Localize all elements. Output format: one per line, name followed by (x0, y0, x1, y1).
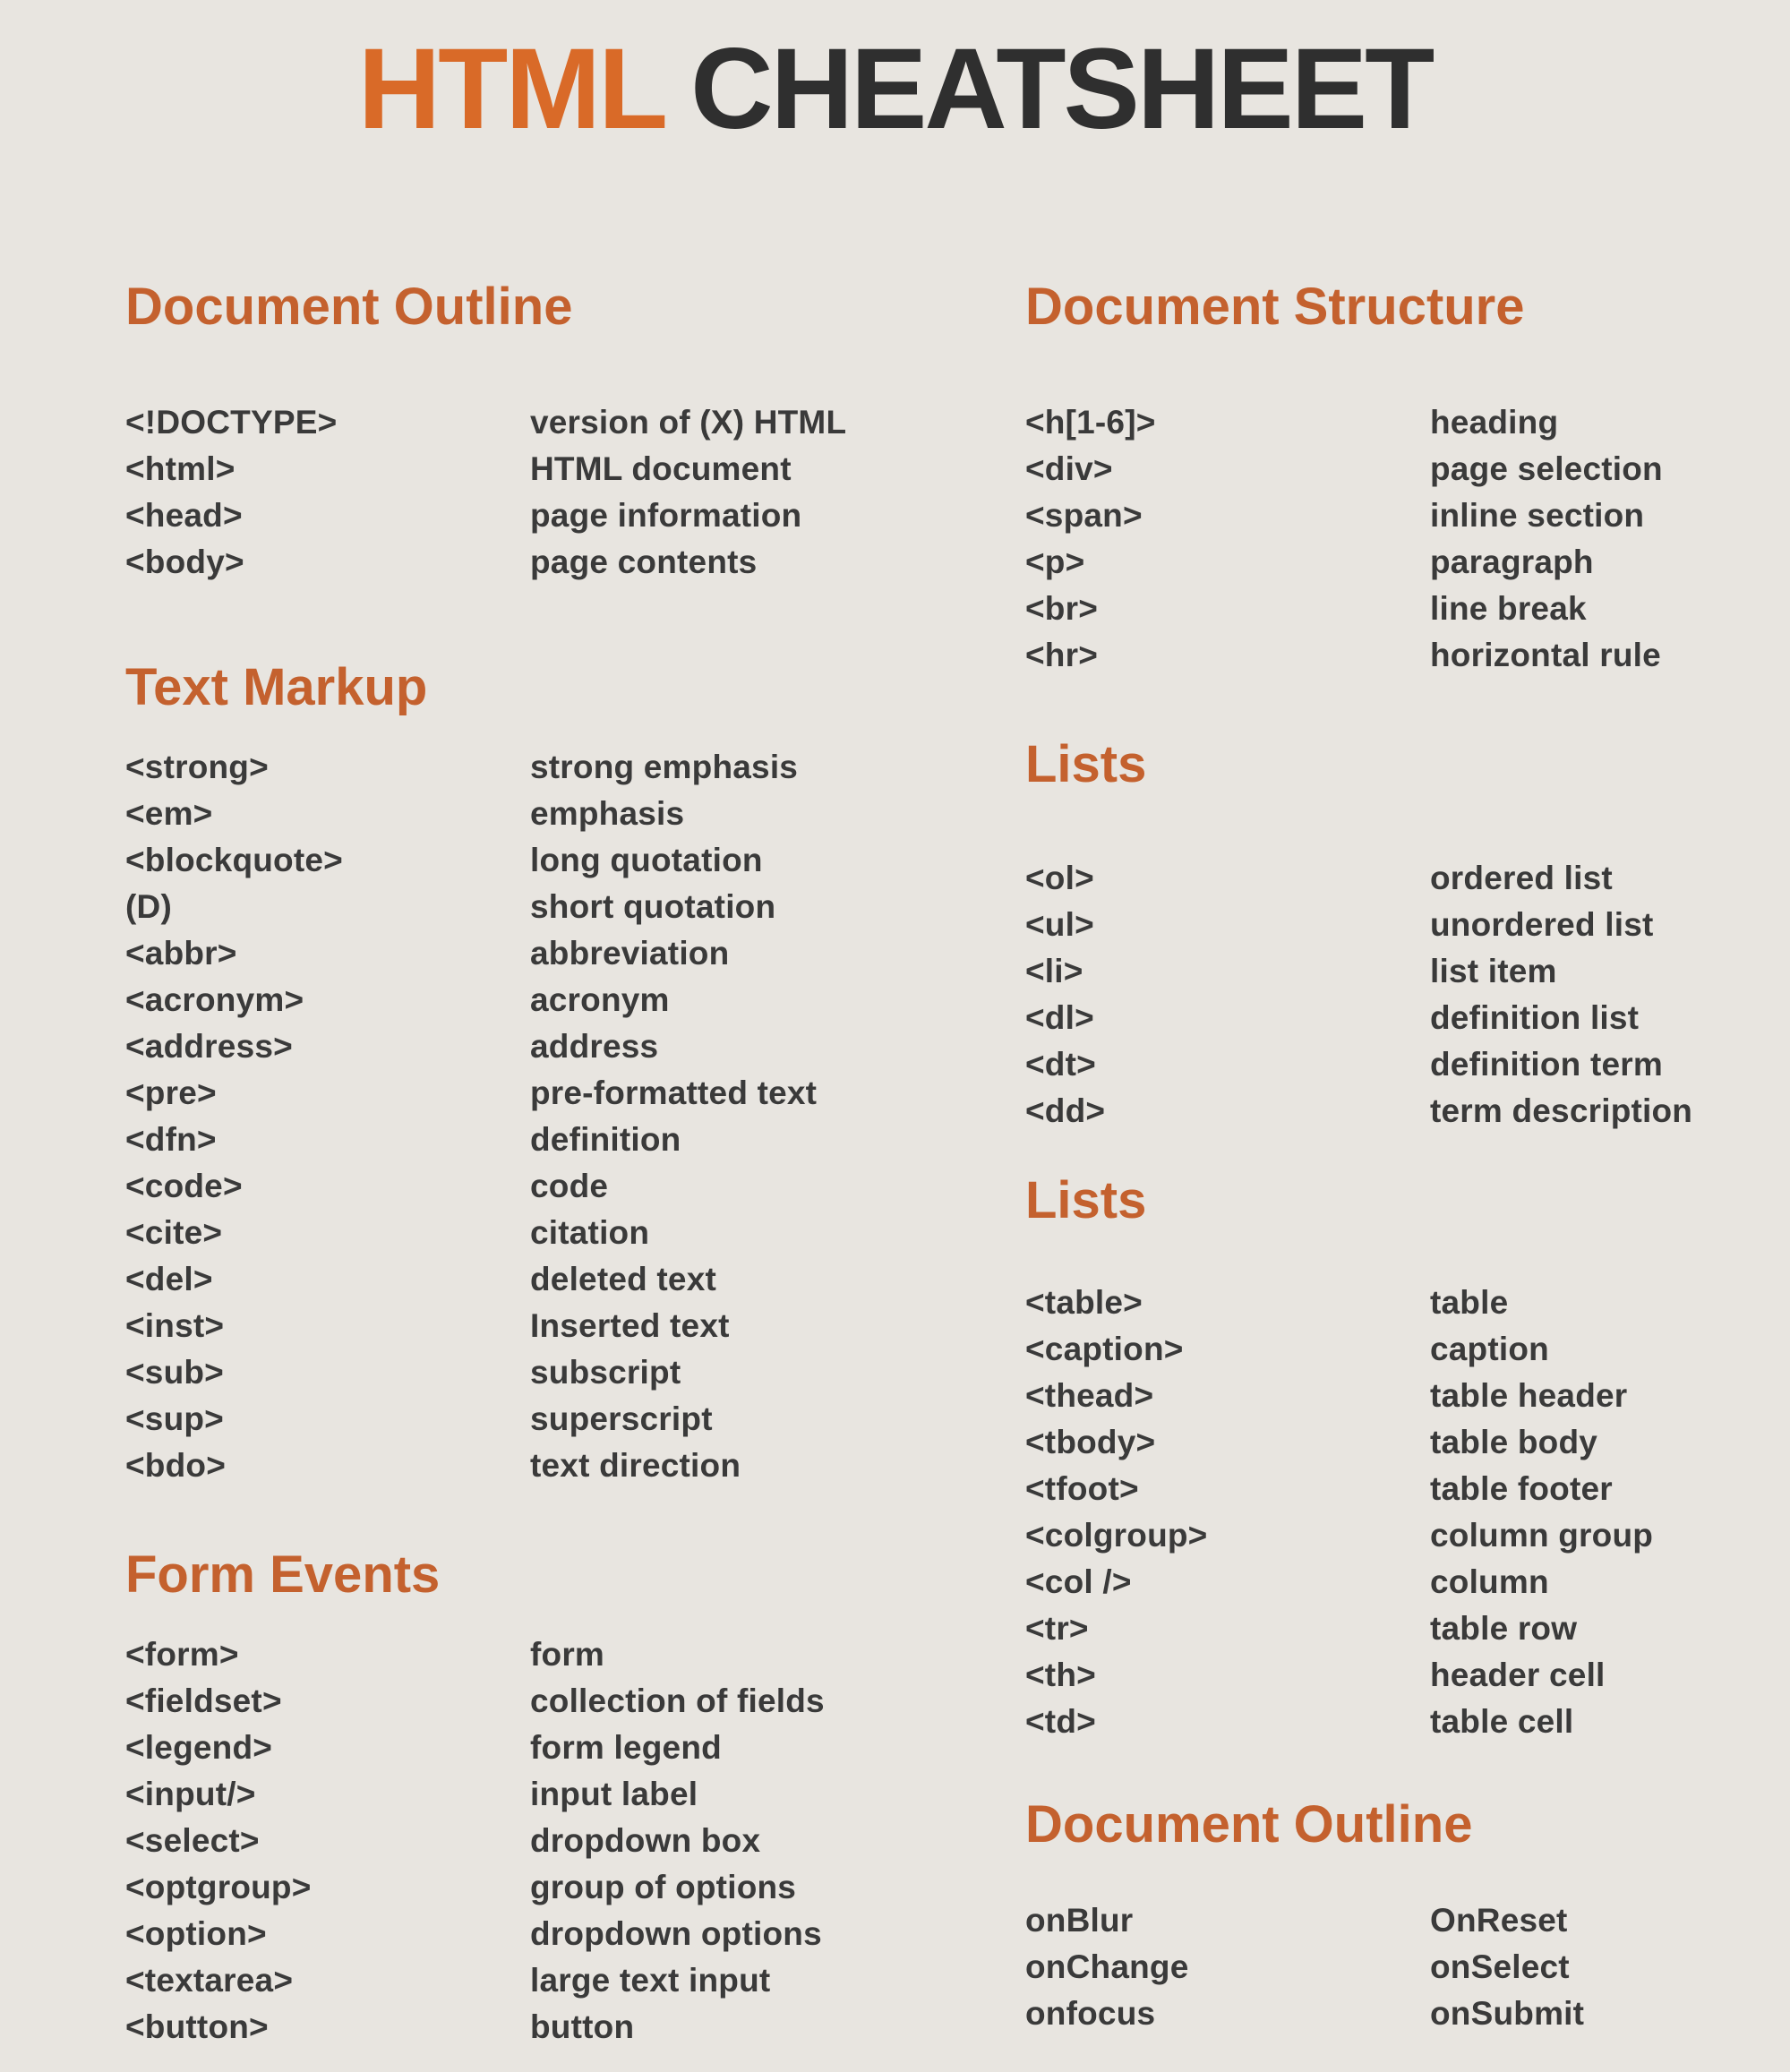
tag-description: dropdown box (530, 1822, 761, 1859)
tag-label: <select> (125, 1822, 260, 1859)
column-left (125, 277, 1025, 2051)
section-lists (1025, 1170, 1763, 1745)
tag-description: HTML document (530, 450, 792, 487)
definition-row (1025, 1088, 1763, 1134)
tag-label: <ul> (1025, 906, 1094, 943)
section-document-structure (1025, 277, 1763, 679)
section-rows (1025, 1280, 1763, 1745)
definition-row (125, 1349, 1025, 1396)
tag-description: line break (1430, 590, 1587, 627)
section-heading: Document Outline (125, 278, 573, 336)
definition-row (125, 744, 1025, 791)
tag-label: <inst> (125, 1307, 225, 1344)
tag-label: <abbr> (125, 935, 237, 972)
section-lists (1025, 734, 1763, 1134)
tag-description: column group (1430, 1517, 1654, 1554)
definition-row (125, 977, 1025, 1023)
tag-description: input label (530, 1776, 698, 1812)
tag-label: <colgroup> (1025, 1517, 1208, 1554)
definition-row (1025, 1326, 1763, 1373)
tag-description: table (1430, 1284, 1509, 1321)
tag-label: <del> (125, 1261, 213, 1297)
tag-label: <li> (1025, 953, 1083, 989)
definition-row (125, 446, 1025, 492)
tag-description: address (530, 1028, 659, 1065)
section-heading: Form Events (125, 1545, 441, 1604)
tag-description: emphasis (530, 795, 685, 832)
tag-label: <table> (1025, 1284, 1143, 1321)
tag-description: ordered list (1430, 860, 1613, 896)
definition-row (125, 1163, 1025, 1210)
definition-row (1025, 586, 1763, 632)
tag-label: (D) (125, 888, 172, 925)
definition-row (125, 837, 1025, 884)
tag-description: form (530, 1636, 605, 1673)
tag-description: collection of fields (530, 1682, 825, 1719)
tag-description: group of options (530, 1869, 797, 1905)
tag-label: <html> (125, 450, 236, 487)
tag-description: subscript (530, 1354, 681, 1391)
tag-label: <sup> (125, 1400, 224, 1437)
tag-label: <acronym> (125, 981, 304, 1018)
tag-description: definition term (1430, 1046, 1663, 1083)
tag-label: <thead> (1025, 1377, 1154, 1414)
definition-row (1025, 1559, 1763, 1605)
tag-label: <body> (125, 544, 244, 580)
section-rows (1025, 1897, 1763, 2037)
definition-row (125, 1911, 1025, 1957)
tag-description: dropdown options (530, 1915, 822, 1952)
tag-description: paragraph (1430, 544, 1594, 580)
tag-label: <em> (125, 795, 213, 832)
tag-label: <!DOCTYPE> (125, 404, 338, 441)
tag-label: <head> (125, 497, 243, 534)
section-heading: Text Markup (125, 658, 428, 716)
definition-row (125, 930, 1025, 977)
section-rows (1025, 399, 1763, 679)
definition-row (1025, 948, 1763, 995)
section-rows (125, 399, 1025, 586)
definition-row (1025, 1419, 1763, 1466)
event-row (1025, 1897, 1763, 1944)
definition-row (125, 1070, 1025, 1117)
definition-row (125, 1678, 1025, 1725)
definition-row (125, 1023, 1025, 1070)
event-name: OnReset (1430, 1902, 1568, 1939)
tag-label: <tfoot> (1025, 1470, 1139, 1507)
event-row (1025, 1944, 1763, 1991)
tag-description: pre-formatted text (530, 1075, 818, 1111)
tag-description: long quotation (530, 842, 763, 878)
tag-description: unordered list (1430, 906, 1654, 943)
tag-description: citation (530, 1214, 650, 1251)
tag-description: definition (530, 1121, 681, 1158)
tag-description: page contents (530, 544, 758, 580)
tag-label: <form> (125, 1636, 239, 1673)
tag-label: <blockquote> (125, 842, 343, 878)
tag-label: <h[1-6]> (1025, 404, 1156, 441)
tag-label: <ol> (1025, 860, 1094, 896)
tag-description: superscript (530, 1400, 713, 1437)
definition-row (125, 1631, 1025, 1678)
definition-row (1025, 632, 1763, 679)
tag-description: page information (530, 497, 802, 534)
definition-row (125, 492, 1025, 539)
tag-description: horizontal rule (1430, 637, 1661, 673)
tag-label: <div> (1025, 450, 1113, 487)
tag-description: definition list (1430, 999, 1640, 1036)
tag-description: strong emphasis (530, 749, 799, 785)
definition-row (125, 539, 1025, 586)
tag-label: <cite> (125, 1214, 223, 1251)
tag-description: caption (1430, 1331, 1549, 1367)
definition-row (1025, 1041, 1763, 1088)
tag-label: <dt> (1025, 1046, 1096, 1083)
tag-description: header cell (1430, 1657, 1606, 1693)
tag-label: <strong> (125, 749, 269, 785)
tag-description: form legend (530, 1729, 722, 1766)
section-heading: Document Outline (1025, 1795, 1473, 1854)
tag-description: table header (1430, 1377, 1628, 1414)
tag-description: column (1430, 1563, 1549, 1600)
definition-row (1025, 1652, 1763, 1699)
tag-label: <dfn> (125, 1121, 217, 1158)
columns (0, 277, 1790, 2051)
tag-description: inline section (1430, 497, 1645, 534)
tag-label: <hr> (1025, 637, 1099, 673)
event-name: onBlur (1025, 1902, 1134, 1939)
tag-label: <tr> (1025, 1610, 1089, 1647)
section-form-events (125, 1545, 1025, 2051)
definition-row (125, 1443, 1025, 1489)
definition-row (1025, 1373, 1763, 1419)
tag-description: list item (1430, 953, 1557, 989)
definition-row (1025, 1280, 1763, 1326)
definition-row (125, 884, 1025, 930)
tag-description: text direction (530, 1447, 741, 1484)
event-name: onSelect (1430, 1948, 1570, 1985)
definition-row (125, 2004, 1025, 2051)
section-document-outline (1025, 1794, 1763, 2037)
page-title-rest: CHEATSHEET (690, 25, 1433, 153)
tag-description: large text input (530, 1962, 771, 1999)
section-heading: Document Structure (1025, 278, 1525, 336)
tag-label: <button> (125, 2008, 269, 2045)
tag-description: table body (1430, 1424, 1598, 1460)
tag-label: <textarea> (125, 1962, 294, 1999)
tag-description: page selection (1430, 450, 1663, 487)
definition-row (125, 1771, 1025, 1818)
tag-label: <address> (125, 1028, 293, 1065)
tag-description: short quotation (530, 888, 776, 925)
definition-row (125, 1957, 1025, 2004)
definition-row (125, 399, 1025, 446)
tag-description: Inserted text (530, 1307, 730, 1344)
tag-label: <p> (1025, 544, 1085, 580)
tag-description: table footer (1430, 1470, 1613, 1507)
tag-label: <input/> (125, 1776, 256, 1812)
tag-description: button (530, 2008, 635, 2045)
section-rows (125, 1631, 1025, 2051)
definition-row (125, 1818, 1025, 1864)
event-name: onSubmit (1430, 1995, 1585, 2032)
definition-row (1025, 1466, 1763, 1512)
tag-description: term description (1430, 1092, 1693, 1129)
definition-row (125, 1396, 1025, 1443)
section-text-markup (125, 657, 1025, 1489)
definition-row (1025, 492, 1763, 539)
page-title (0, 0, 1790, 153)
tag-label: <span> (1025, 497, 1143, 534)
tag-label: <bdo> (125, 1447, 227, 1484)
tag-label: <col /> (1025, 1563, 1132, 1600)
tag-label: <th> (1025, 1657, 1096, 1693)
tag-description: abbreviation (530, 935, 730, 972)
column-right (1025, 277, 1763, 2051)
definition-row (125, 1210, 1025, 1256)
definition-row (1025, 855, 1763, 902)
tag-label: <br> (1025, 590, 1099, 627)
tag-label: <pre> (125, 1075, 217, 1111)
section-rows (1025, 855, 1763, 1134)
tag-description: code (530, 1168, 609, 1204)
definition-row (125, 1303, 1025, 1349)
definition-row (1025, 446, 1763, 492)
page-title-accent: HTML (357, 25, 666, 153)
definition-row (1025, 1605, 1763, 1652)
tag-label: <option> (125, 1915, 267, 1952)
definition-row (125, 1256, 1025, 1303)
section-document-outline (125, 277, 1025, 586)
definition-row (1025, 1512, 1763, 1559)
event-name: onfocus (1025, 1995, 1156, 2032)
definition-row (1025, 902, 1763, 948)
tag-label: <optgroup> (125, 1869, 312, 1905)
definition-row (1025, 539, 1763, 586)
section-rows (125, 744, 1025, 1489)
definition-row (1025, 399, 1763, 446)
definition-row (125, 791, 1025, 837)
tag-description: table cell (1430, 1703, 1574, 1740)
section-heading: Lists (1025, 735, 1147, 793)
tag-label: <dl> (1025, 999, 1094, 1036)
tag-label: <sub> (125, 1354, 224, 1391)
event-row (1025, 1991, 1763, 2037)
section-heading: Lists (1025, 1171, 1147, 1229)
tag-label: <caption> (1025, 1331, 1184, 1367)
tag-label: <tbody> (1025, 1424, 1156, 1460)
definition-row (1025, 1699, 1763, 1745)
definition-row (1025, 995, 1763, 1041)
tag-description: acronym (530, 981, 670, 1018)
event-name: onChange (1025, 1948, 1189, 1985)
tag-description: table row (1430, 1610, 1578, 1647)
tag-label: <td> (1025, 1703, 1096, 1740)
tag-description: deleted text (530, 1261, 717, 1297)
tag-label: <dd> (1025, 1092, 1106, 1129)
definition-row (125, 1725, 1025, 1771)
tag-description: heading (1430, 404, 1559, 441)
tag-label: <code> (125, 1168, 243, 1204)
tag-label: <fieldset> (125, 1682, 282, 1719)
tag-label: <legend> (125, 1729, 273, 1766)
definition-row (125, 1117, 1025, 1163)
tag-description: version of (X) HTML (530, 404, 847, 441)
definition-row (125, 1864, 1025, 1911)
